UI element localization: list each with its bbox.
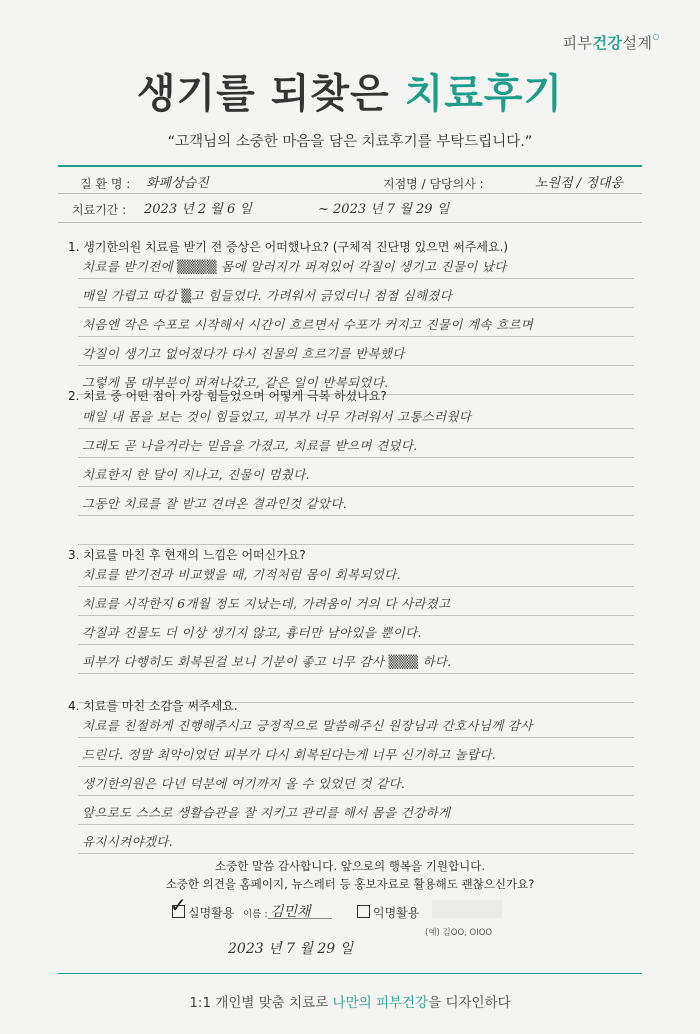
anonymous-example: (예) 김OO, OIOO — [425, 928, 493, 938]
answer-line: 그동안 치료를 잘 받고 견뎌온 결과인것 같았다. — [78, 487, 634, 516]
brand-logo — [563, 32, 660, 53]
answer-line: 피부가 다행히도 회복된걸 보니 기분이 좋고 너무 감사 ▒▒▒ 하다. — [78, 645, 634, 674]
info-bottom-rule — [58, 222, 642, 223]
answer-line: 치료를 받기전과 비교했을 때, 기적처럼 몸이 회복되었다. — [78, 558, 634, 587]
closing-thanks: 소중한 말씀 감사합니다. 앞으로의 행복을 기원합니다. — [215, 859, 485, 873]
answer-line: 그렇게 몸 대부분이 퍼져나갔고, 같은 일이 반복되었다. — [78, 366, 634, 395]
real-name-label: 실명활용 — [188, 906, 235, 920]
name-value: 김민채 — [270, 904, 311, 920]
answer-line: 각질과 진물도 더 이상 생기지 않고, 흉터만 남아있을 뿐이다. — [78, 616, 634, 645]
answer-line: 처음엔 작은 수포로 시작해서 시간이 흐르면서 수포가 커지고 진물이 계속 흐르며 — [78, 308, 634, 337]
branch-value: 노원점 / 정대웅 — [535, 176, 623, 191]
answer-line: 드린다. 정말 최악이었던 피부가 다시 회복된다는게 너무 신기하고 놀랍다. — [78, 738, 634, 767]
logo-text-accent: 건강 — [592, 34, 623, 52]
question-1-label: 1. 생기한의원 치료를 받기 전 증상은 어떠했나요? (구체적 진단명 있으면 써주세요.) — [68, 240, 509, 254]
title-accent-part: 치료후기 — [404, 71, 564, 117]
anonymous-label: 익명활용 — [373, 906, 420, 920]
logo-text-tail: 설계 — [622, 34, 653, 52]
info-mid-rule — [58, 193, 642, 194]
question-3-label: 3. 치료를 마친 후 현재의 느낌은 어떠신가요? — [68, 548, 306, 562]
answer-line: 앞으로도 스스로 생활습관을 잘 지키고 관리를 해서 몸을 건강하게 — [78, 796, 634, 825]
period-end: ~ 2023 년 7 월 29 일 — [318, 202, 450, 217]
question-2-label: 2. 치료 중 어떤 점이 가장 힘들었으며 어떻게 극복 하셨나요? — [68, 389, 387, 403]
disease-label: 질 환 명 : — [80, 177, 131, 191]
name-label: 이름 : — [243, 909, 268, 920]
footer-suffix: 을 디자인하다 — [428, 995, 511, 1011]
answer-line: 매일 내 몸을 보는 것이 힘들었고, 피부가 너무 가려워서 고통스러웠다 — [78, 400, 634, 429]
branch-label: 지점명 / 담당의사 : — [383, 177, 484, 191]
question-1-answer — [78, 250, 634, 395]
period-start: 2023 년 2 월 6 일 — [144, 202, 252, 217]
footer-accent: 나만의 피부건강 — [332, 995, 429, 1011]
page-subtitle: “고객님의 소중한 마음을 담은 치료후기를 부탁드립니다.” — [167, 134, 533, 150]
answer-line: 치료를 받기전에 ▒▒▒▒ 몸에 알러지가 퍼져있어 각질이 생기고 진물이 났다 — [78, 250, 634, 279]
signature-date: 2023 년 7 월 29 일 — [228, 941, 354, 957]
answer-line — [78, 516, 634, 545]
answer-line: 각질이 생기고 없어졌다가 다시 진물의 흐르기를 반복했다 — [78, 337, 634, 366]
disease-value: 화폐상습진 — [146, 176, 209, 191]
check-mark-icon: ✓ — [170, 893, 187, 917]
footer-prefix: 1:1 개인별 맞춤 치료로 — [189, 995, 333, 1011]
footer-tagline — [0, 991, 700, 1011]
closing-consent-question: 소중한 의견을 홈페이지, 뉴스레터 등 홍보자료로 활용해도 괜찮으신가요? — [165, 877, 535, 891]
answer-line: 치료를 시작한지 6개월 정도 지났는데, 가려움이 거의 다 사라졌고 — [78, 587, 634, 616]
answer-line: 생기한의원은 다년 덕분에 여기까지 올 수 있었던 것 같다. — [78, 767, 634, 796]
anonymous-checkbox[interactable] — [357, 905, 370, 918]
logo-dot-icon: ○ — [652, 32, 660, 41]
question-3-answer — [78, 558, 634, 703]
answer-line: 매일 가렵고 따갑 ▒고 힘들었다. 가려워서 긁었더니 점점 심해졌다 — [78, 279, 634, 308]
title-dark-part: 생기를 되찾은 — [136, 71, 405, 117]
page-title — [0, 62, 700, 119]
logo-text-plain: 피부 — [562, 34, 593, 52]
name-underline — [268, 918, 332, 919]
answer-line: 유지시켜야겠다. — [78, 825, 634, 854]
question-4-label: 4. 치료를 마친 소감을 써주세요. — [68, 699, 238, 713]
anonymous-name-box[interactable] — [432, 900, 502, 918]
period-label: 치료기간 : — [72, 203, 127, 217]
answer-line: 치료한지 한 달이 지나고, 진물이 멈췄다. — [78, 458, 634, 487]
footer-rule — [58, 973, 642, 974]
question-4-answer — [78, 709, 634, 854]
info-top-rule — [58, 165, 642, 167]
answer-line: 그래도 곧 나을거라는 믿음을 가졌고, 치료를 받으며 견뎠다. — [78, 429, 634, 458]
answer-line: 치료를 친절하게 진행해주시고 긍정적으로 말씀해주신 원장님과 간호사님께 감사 — [78, 709, 634, 738]
question-2-answer — [78, 400, 634, 545]
